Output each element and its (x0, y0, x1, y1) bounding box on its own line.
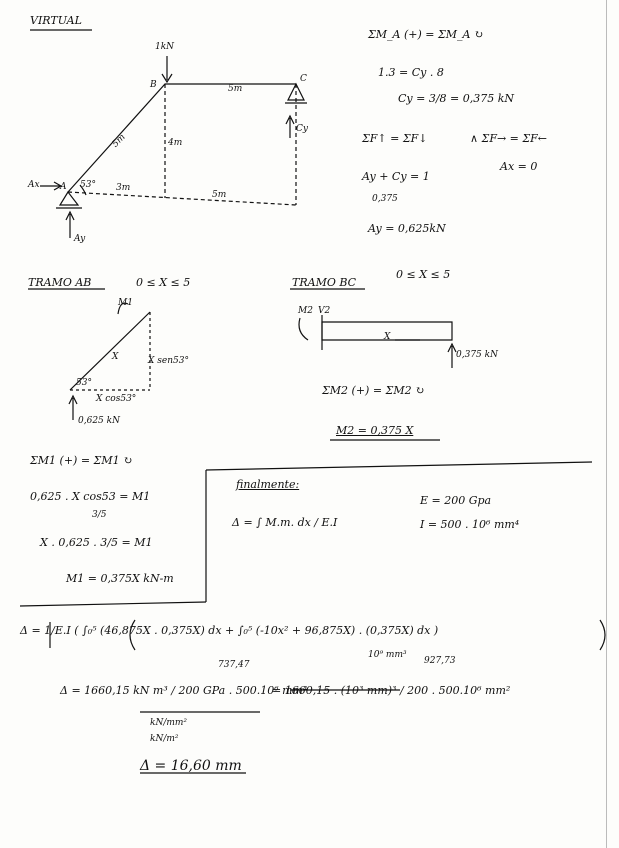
base-a-label: 3m (116, 183, 131, 193)
reaction-ab-label: 0,625 kN (78, 416, 120, 426)
section-ab-line2b: 3/5 (92, 510, 107, 520)
section-ab-line3: X . 0,625 . 3/5 = M1 (40, 536, 153, 549)
x-label-bc: X (384, 332, 391, 342)
ay-value: Ay = 0,625kN (368, 222, 446, 235)
angle-ab-label: 53° (76, 378, 92, 388)
ax-value: Ax = 0 (500, 160, 538, 173)
tramo-ab-range: 0 ≤ X ≤ 5 (136, 276, 191, 289)
ay-arrow (66, 212, 74, 238)
tramo-ab-reaction (69, 396, 77, 420)
integral-expression: Δ = 1/E.I ( ∫₀⁵ (46,875X . 0,375X) dx + ∫₀⁵ (-10x² + 96,875X) . (0,375X) dx ) (20, 624, 439, 637)
m2-result: M2 = 0,375 X (336, 424, 414, 437)
unit-note-1: kN/mm² (150, 718, 188, 728)
box-bottom-line (20, 602, 206, 606)
integral-2-value: 927,73 (424, 656, 456, 666)
integral-1-value: 737,47 (218, 660, 250, 670)
tramo-ab-heading: TRAMO AB (28, 276, 92, 289)
m2-label: M2 (298, 306, 313, 316)
load-arrow (162, 56, 172, 82)
cy-label: Cy (296, 124, 308, 134)
height-label: 4m (168, 138, 183, 148)
x-label-ab: X (112, 352, 119, 362)
ax-label: Ax (28, 180, 40, 190)
ax-arrow (40, 182, 61, 190)
reaction-bc-label: 0,375 kN (456, 350, 498, 360)
box-top-line (206, 462, 592, 470)
final-result: Δ = 16,60 mm (140, 758, 242, 774)
tramo-bc-reaction (448, 344, 456, 368)
tramo-bc-range: 0 ≤ X ≤ 5 (396, 268, 451, 281)
moment-bc-equation: ΣM2 (+) = ΣM2 ↻ (322, 384, 425, 397)
base-c-label: 5m (212, 190, 227, 200)
moment-line2: 1.3 = Cy . 8 (378, 66, 444, 79)
section-ab-line4: M1 = 0,375X kN-m (66, 572, 174, 585)
inertia-i: I = 500 . 10⁶ mm⁴ (420, 518, 520, 531)
x-cos-label: X cos53° (96, 394, 137, 404)
section-ab-line2: 0,625 . X cos53 = M1 (30, 490, 151, 503)
v2-label: V2 (318, 306, 331, 316)
len-ab-label: 5m (110, 132, 128, 150)
support-a (60, 192, 78, 205)
node-c-label: C (300, 74, 307, 84)
tramo-bc-heading: TRAMO BC (292, 276, 357, 289)
ay-label: Ay (74, 234, 86, 244)
x-sin-label: X sen53° (148, 356, 189, 366)
delta-calculation-2: = 1660,15 . (10³ mm)³ / 200 . 500.10⁶ mm² (272, 684, 511, 697)
m1-label: M1 (118, 298, 133, 308)
load-label: 1kN (155, 42, 175, 52)
moment-equation: ΣM_A (+) = ΣM_A ↻ (368, 28, 484, 41)
node-a-label: A (60, 182, 67, 192)
integral-units: 10⁹ mm³ (368, 650, 407, 660)
final-heading: finalmente: (236, 478, 300, 491)
cy-result: Cy = 3/8 = 0,375 kN (398, 92, 515, 105)
cy-arrow (286, 116, 294, 138)
delta-formula: Δ = ∫ M.m. dx / E.I (232, 516, 338, 529)
delta-calculation: Δ = 1660,15 kN m³ / 200 GPa . 500.10⁶ mm⁴ (60, 684, 308, 697)
angle-label: 53° (80, 180, 96, 190)
node-b-label: B (150, 80, 157, 90)
sum-y-equation: Ay + Cy = 1 (362, 170, 430, 183)
modulus-e: E = 200 Gpa (420, 494, 492, 507)
horizontal-equation: ∧ ΣF→ = ΣF← (470, 132, 548, 145)
unit-note-2: kN/m² (150, 734, 179, 744)
cy-value: 0,375 (372, 194, 398, 204)
page-title: VIRTUAL (30, 14, 82, 27)
len-bc-label: 5m (228, 84, 243, 94)
force-equation: ΣF↑ = ΣF↓ (362, 132, 428, 145)
section-ab-moment-eq: ΣM1 (+) = ΣM1 ↻ (30, 454, 133, 467)
frame-base-line (68, 192, 296, 205)
